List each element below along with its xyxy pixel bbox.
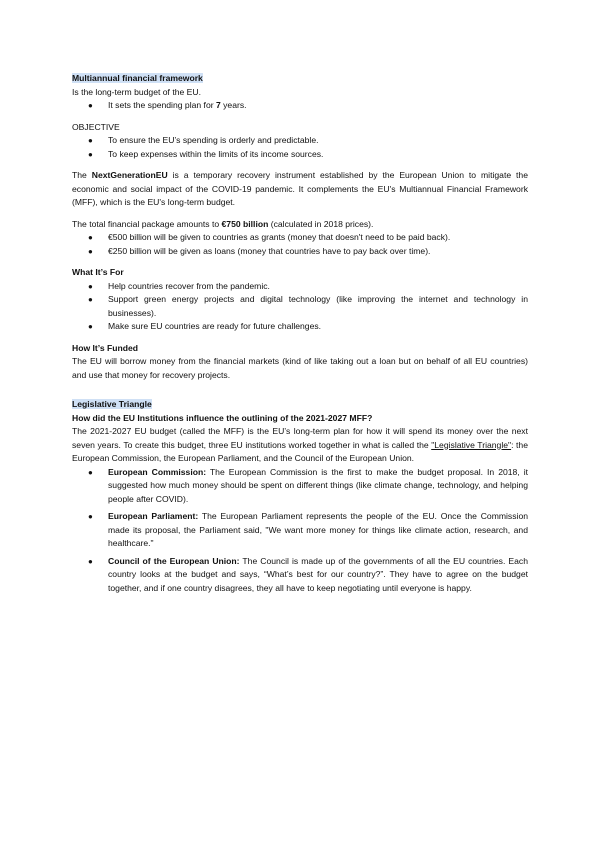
triangle-heading-text: Legislative Triangle: [72, 399, 152, 409]
what-its-for-heading: What It’s For: [72, 267, 124, 277]
list-item: ● European Parliament: The European Parliament represents the people of the EU. Once the Commission made its proposal, the Parliament said, "We want more money for things like climate action, research, and healthcare.": [88, 511, 528, 548]
bullet-icon: ●: [88, 295, 93, 304]
bullet-icon: ●: [88, 556, 93, 566]
list-item: ● It sets the spending plan for 7 years.: [72, 99, 528, 113]
list-item: ● European Commission: The European Commission is the first to make the budget proposal. In 2018, it suggested how much money should be spent on different things (like climate change, technology, and helping people after COVID).: [88, 466, 529, 504]
triangle-heading: [72, 398, 528, 412]
legislative-triangle-link[interactable]: "Legislative Triangle": [431, 439, 512, 450]
list-item: ● Help countries recover from the pandemic.: [72, 280, 528, 294]
list-item: ● To keep expenses within the limits of its income sources.: [72, 148, 528, 162]
bullet-icon: ●: [88, 322, 93, 331]
package-split-list: [72, 231, 528, 258]
ngeu-paragraph: The NextGenerationEU is a temporary recovery instrument established by the European Union to mitigate the economic and social impact of the COVID-19 pandemic. It complements the EU's Multiannual Financial Framework (MFF), which is the EU's long-term budget.: [72, 170, 528, 207]
document-page: [72, 72, 528, 595]
triangle-question: How did the EU Institutions influence the outlining of the 2021-2027 MFF?: [72, 412, 373, 423]
triangle-paragraph: The 2021-2027 EU budget (called the MFF) is the EU’s long-term plan for how it will spend its money over the next seven years. To create this budget, three EU institutions worked together in what is called the "Legislative Triangle": the European Commission, the European Parliament, and the Council of the European Union.: [72, 426, 528, 463]
mff-bullets: [72, 99, 528, 113]
bullet-icon: ●: [88, 246, 93, 256]
mff-intro: Is the long-term budget of the EU.: [72, 86, 201, 97]
list-item: ● €250 billion will be given as loans (money that countries have to pay back over time).: [72, 245, 528, 259]
how-its-funded-heading: How It’s Funded: [72, 342, 139, 353]
institutions-list: [72, 466, 528, 596]
bullet-icon: ●: [88, 281, 93, 291]
bullet-icon: ●: [88, 149, 93, 159]
mff-heading-text: Multiannual financial framework: [72, 73, 203, 83]
list-item: ● Council of the European Union: The Council is made up of the governments of all the EU countries. Each country looks at the budget and says, “What’s best for our country?”. They have to agree on the budget together, and if one country disagrees, they all have to keep negotiating until everyone is happy.: [88, 555, 528, 593]
objective-label: OBJECTIVE: [72, 121, 120, 132]
bullet-icon: ●: [88, 467, 93, 477]
list-item: ● €500 billion will be given to countries as grants (money that doesn't need to be paid back).: [72, 231, 528, 245]
list-item: ● To ensure the EU’s spending is orderly and predictable.: [72, 134, 528, 148]
bullet-icon: ●: [88, 101, 93, 110]
total-package: The total financial package amounts to €750 billion (calculated in 2018 prices).: [72, 218, 374, 229]
list-item: ● Support green energy projects and digital technology (like improving the internet and technology in businesses).: [88, 294, 528, 318]
bullet-icon: ●: [88, 512, 93, 521]
objective-list: [72, 134, 528, 161]
list-item: ● Make sure EU countries are ready for future challenges.: [72, 320, 528, 334]
how-its-funded-text: The EU will borrow money from the financial markets (kind of like taking out a loan but on behalf of all EU countries) and use that money for recovery projects.: [72, 356, 528, 380]
mff-heading: [72, 72, 528, 86]
bullet-icon: ●: [88, 233, 93, 242]
what-its-for-list: [72, 280, 528, 334]
bullet-icon: ●: [88, 136, 93, 145]
